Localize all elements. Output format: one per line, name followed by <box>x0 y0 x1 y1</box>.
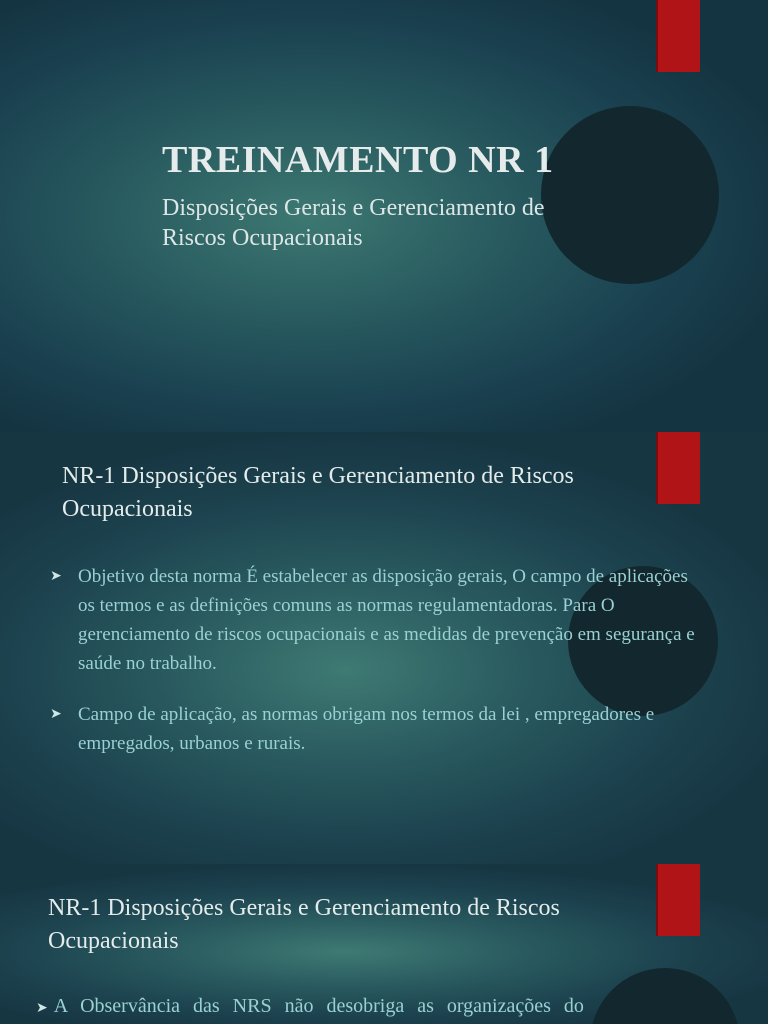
accent-bar <box>656 864 700 936</box>
accent-bar <box>656 0 700 72</box>
slide-subtitle-text: Disposições Gerais e Gerenciamento de Riscos Ocupacionais <box>162 195 545 251</box>
accent-bar <box>656 432 700 504</box>
bullet-list <box>50 562 700 758</box>
arrow-bullet-icon: ➤ <box>36 1001 48 1016</box>
arrow-bullet-icon: ➤ <box>50 569 62 584</box>
slide-title-text: TREINAMENTO NR 1 <box>162 139 554 181</box>
bullet-item <box>36 992 736 1023</box>
slide-heading: NR-1 Disposições Gerais e Gerenciamento de Riscos Ocupacionais <box>62 463 574 522</box>
slide-content-2 <box>0 864 768 1024</box>
bullet-text: A Observância das NRS não desobriga as organizações do <box>53 995 584 1017</box>
bullet-item <box>50 700 700 758</box>
slide-title <box>0 0 768 432</box>
slide-heading: NR-1 Disposições Gerais e Gerenciamento de Riscos Ocupacionais <box>48 895 560 954</box>
bullet-text: Campo de aplicação, as normas obrigam nos termos da lei , empregadores e empregados, urbanos e rurais. <box>78 704 655 754</box>
bullet-item <box>50 562 700 678</box>
arrow-bullet-icon: ➤ <box>50 707 62 722</box>
slide-content-1 <box>0 432 768 864</box>
bullet-text: Objetivo desta norma É estabelecer as disposição gerais, O campo de aplicações os termos e as definições comuns as normas regulamentadoras. Para O gerenciamento de riscos ocupacionais e as medidas de prevenção em segurança e saúde no trabalho. <box>78 566 695 674</box>
